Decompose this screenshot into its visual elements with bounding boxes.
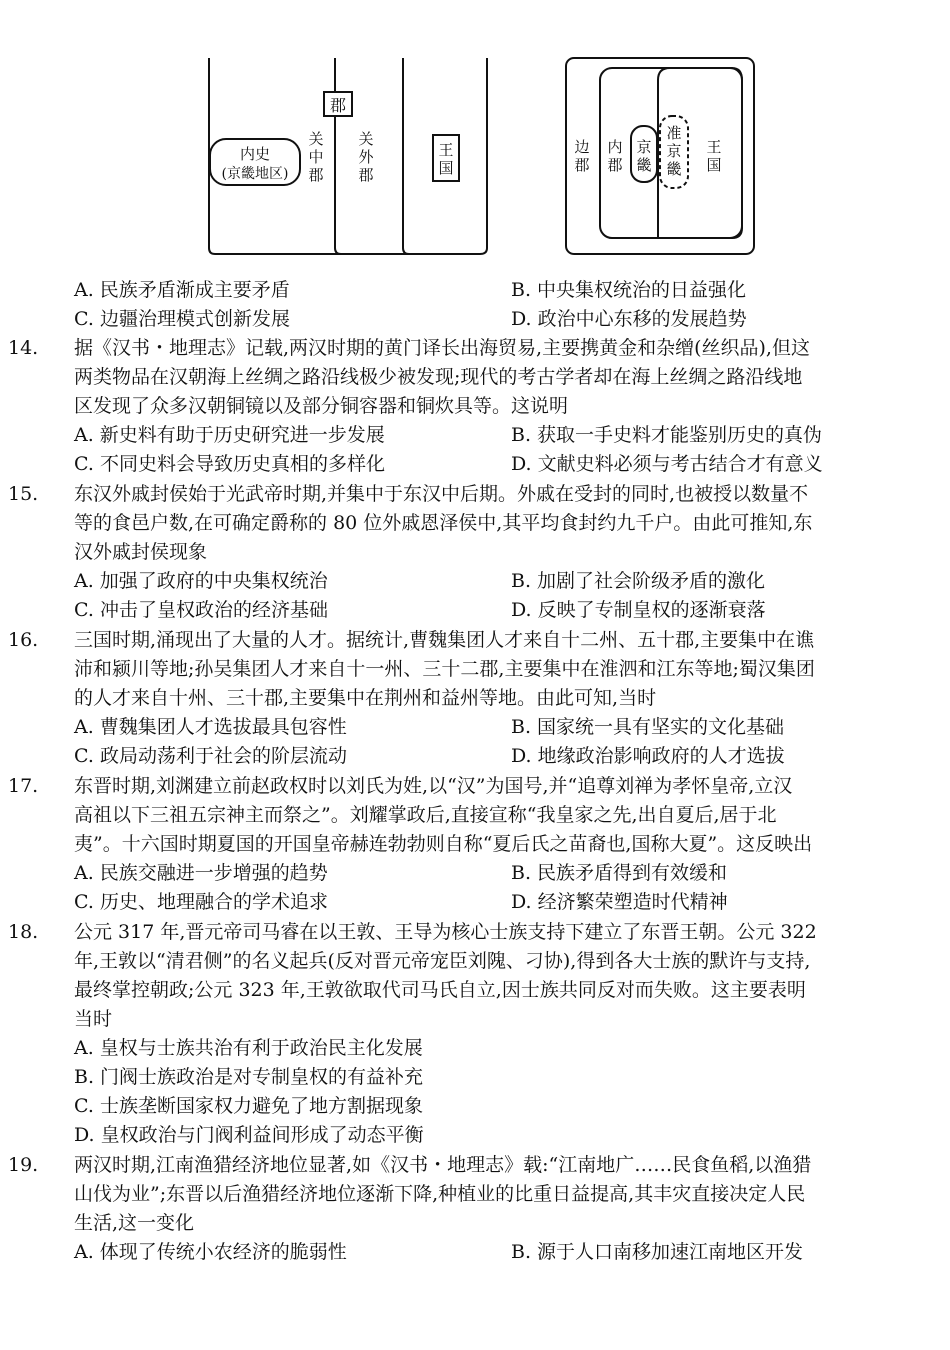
q19-stem-line-3: 生活,这一变化	[74, 1212, 195, 1234]
label-neijun-1: 内	[607, 138, 623, 156]
q17-stem-line-3: 夷”。十六国时期夏国的开国皇帝赫连勃勃则自称“夏后氏之苗裔也,国称大夏”。这反映出	[74, 833, 813, 855]
q15-option-b[interactable]: B. 加剧了社会阶级矛盾的激化	[511, 570, 766, 592]
q18-option-c[interactable]: C. 士族垄断国家权力避免了地方割据现象	[74, 1095, 423, 1117]
q14-option-b[interactable]: B. 获取一手史料才能鉴别历史的真伪	[511, 424, 823, 446]
q16-stem-line-2: 沛和颍川等地;孙吴集团人才来自十一州、三十二郡,主要集中在淮泗和江东等地;蜀汉集团	[74, 658, 815, 680]
q13-option-b[interactable]: B. 中央集权统治的日益强化	[511, 279, 747, 301]
label-guanwai-1: 关	[358, 130, 374, 148]
label-guanzhong-3: 郡	[308, 166, 324, 184]
q19-option-a[interactable]: A. 体现了传统小农经济的脆弱性	[74, 1241, 347, 1263]
q15-stem-line-3: 汉外戚封侯现象	[74, 541, 208, 563]
label-neijun-2: 郡	[607, 156, 623, 174]
q14-option-a[interactable]: A. 新史料有助于历史研究进一步发展	[74, 424, 385, 446]
label-jingji-2: 畿	[636, 156, 652, 174]
q14-number: 14.	[8, 337, 39, 359]
q13-option-d[interactable]: D. 政治中心东移的发展趋势	[511, 308, 747, 330]
q19-stem-line-2: 山伐为业”;东晋以后渔猎经济地位逐渐下降,种植业的比重日益提高,其丰灾直接决定人民	[74, 1183, 806, 1205]
figure-right-han-administration	[560, 52, 760, 262]
label-bianjun-2: 郡	[574, 156, 590, 174]
q18-stem-line-4: 当时	[74, 1008, 113, 1030]
q15-stem-line-1: 15. 东汉外戚封侯始于光武帝时期,并集中于东汉中后期。外戚在受封的同时,也被授以数量不	[74, 480, 808, 509]
q13-option-a[interactable]: A. 民族矛盾渐成主要矛盾	[74, 279, 290, 301]
q18-stem-line-2: 年,王敦以“清君侧”的名义起兵(反对晋元帝宠臣刘隗、刁协),得到各大士族的默许与支持,	[74, 950, 811, 972]
label-zhunjingji-3: 畿	[666, 160, 682, 178]
q18-option-d[interactable]: D. 皇权政治与门阀利益间形成了动态平衡	[74, 1124, 424, 1146]
q17-option-c[interactable]: C. 历史、地理融合的学术追求	[74, 891, 328, 913]
q19-option-b[interactable]: B. 源于人口南移加速江南地区开发	[511, 1241, 804, 1263]
label-guanzhong-1: 关	[308, 130, 324, 148]
label-zhunjingji-2: 京	[666, 142, 682, 160]
label-guanwai-2: 外	[358, 148, 374, 166]
q17-number: 17.	[8, 775, 39, 797]
q17-option-b[interactable]: B. 民族矛盾得到有效缓和	[511, 862, 728, 884]
q16-stem-line-1: 16. 三国时期,涌现出了大量的人才。据统计,曹魏集团人才来自十二州、五十郡,主要集中在谯	[74, 626, 814, 655]
q18-option-a[interactable]: A. 皇权与士族共治有利于政治民主化发展	[74, 1037, 423, 1059]
q16-option-c[interactable]: C. 政局动荡利于社会的阶层流动	[74, 745, 347, 767]
label-guanwai-3: 郡	[358, 166, 374, 184]
label-jingji-1: 京	[636, 138, 652, 156]
q15-stem-line-2: 等的食邑户数,在可确定爵称的 80 位外戚恩泽侯中,其平均食封约九千户。由此可推知,东	[74, 512, 813, 534]
figure-left-han-administration	[200, 52, 495, 262]
q16-option-a[interactable]: A. 曹魏集团人才选拔最具包容性	[74, 716, 347, 738]
q14-stem-line-1: 14. 据《汉书・地理志》记载,两汉时期的黄门译长出海贸易,主要携黄金和杂缯(丝织品),但这	[74, 334, 810, 363]
label-wangguo-2: 国	[438, 159, 454, 177]
q19-number: 19.	[8, 1154, 39, 1176]
q16-option-b[interactable]: B. 国家统一具有坚实的文化基础	[511, 716, 785, 738]
label-wangguo-right-1: 王	[706, 138, 722, 156]
q14-stem-line-3: 区发现了众多汉朝铜镜以及部分铜容器和铜炊具等。这说明	[74, 395, 569, 417]
q13-option-c[interactable]: C. 边疆治理模式创新发展	[74, 308, 290, 330]
q18-stem-line-3: 最终掌控朝政;公元 323 年,王敦欲取代司马氏自立,因士族共同反对而失败。这主要表明	[74, 979, 806, 1001]
label-neishi: 内史	[239, 145, 271, 163]
label-bianjun-1: 边	[574, 138, 590, 156]
q17-stem-line-2: 高祖以下三祖五宗神主而祭之”。刘耀掌政后,直接宣称“我皇家之先,出自夏后,居于北	[74, 804, 777, 826]
q15-option-d[interactable]: D. 反映了专制皇权的逐渐衰落	[511, 599, 766, 621]
label-wangguo-right-2: 国	[706, 156, 722, 174]
q15-number: 15.	[8, 483, 39, 505]
q17-option-a[interactable]: A. 民族交融进一步增强的趋势	[74, 862, 328, 884]
q17-option-d[interactable]: D. 经济繁荣塑造时代精神	[511, 891, 728, 913]
q17-stem-line-1: 17. 东晋时期,刘渊建立前赵政权时以刘氏为姓,以“汉”为国号,并“追尊刘禅为孝怀皇帝,立汉	[74, 772, 792, 801]
q16-stem-line-3: 的人才来自十州、三十郡,主要集中在荆州和益州等地。由此可知,当时	[74, 687, 657, 709]
label-zhunjingji-1: 准	[666, 124, 682, 142]
q18-stem-line-1: 18. 公元 317 年,晋元帝司马睿在以王敦、王导为核心士族支持下建立了东晋王朝。公元 322	[74, 918, 817, 947]
label-jun: 郡	[329, 96, 347, 115]
q14-option-c[interactable]: C. 不同史料会导致历史真相的多样化	[74, 453, 385, 475]
q19-stem-line-1: 19. 两汉时期,江南渔猎经济地位显著,如《汉书・地理志》载:“江南地广……民食鱼稻,以渔猎	[74, 1151, 811, 1180]
q16-option-d[interactable]: D. 地缘政治影响政府的人才选拔	[511, 745, 785, 767]
q15-option-c[interactable]: C. 冲击了皇权政治的经济基础	[74, 599, 328, 621]
q16-number: 16.	[8, 629, 39, 651]
label-wangguo-1: 王	[438, 141, 454, 159]
label-guanzhong-2: 中	[308, 148, 324, 166]
q18-option-b[interactable]: B. 门阀士族政治是对专制皇权的有益补充	[74, 1066, 424, 1088]
q14-option-d[interactable]: D. 文献史料必须与考古结合才有意义	[511, 453, 823, 475]
q18-number: 18.	[8, 921, 39, 943]
q14-stem-line-2: 两类物品在汉朝海上丝绸之路沿线极少被发现;现代的考古学者却在海上丝绸之路沿线地	[74, 366, 803, 388]
q15-option-a[interactable]: A. 加强了政府的中央集权统治	[74, 570, 328, 592]
label-jingji-area: (京畿地区)	[221, 166, 289, 182]
